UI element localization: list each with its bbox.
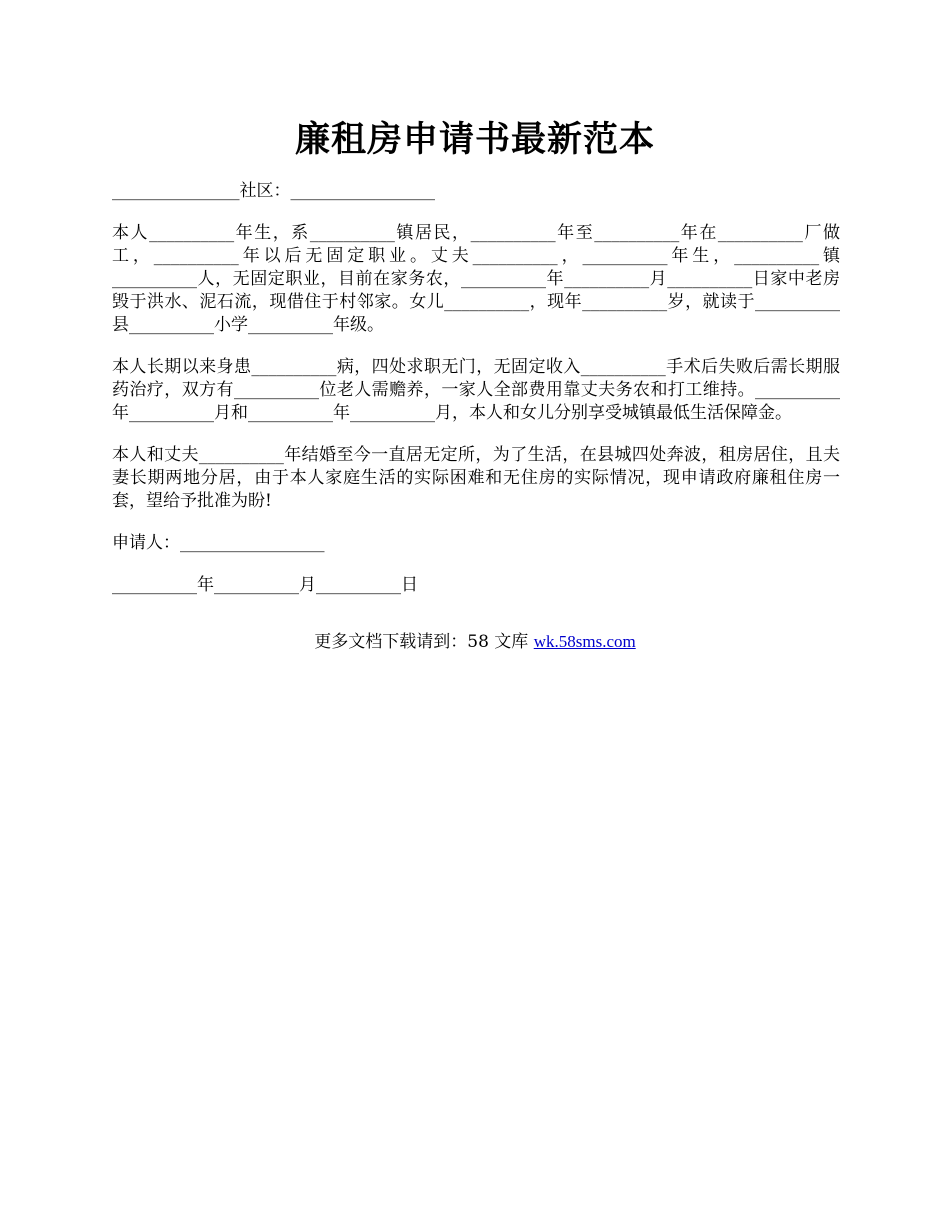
applicant-signature-line: 申请人：_________________ (112, 533, 325, 553)
footer-link[interactable]: wk.58sms.com (533, 632, 636, 651)
community-line: _______________社区：_________________ (112, 181, 435, 201)
footer-text: 更多文档下载请到：58 文库 (314, 632, 534, 652)
document-body (112, 180, 840, 616)
paragraph-housing-request: 本人和丈夫__________年结婚至今一直居无定所，为了生活，在县城四处奔波，租房居住，且夫妻长期两地分居，由于本人家庭生活的实际困难和无住房的实际情况，现申请政府廉租住房一套，望给予批准为盼! (112, 445, 840, 511)
footer (0, 630, 950, 654)
paragraph-health-situation: 本人长期以来身患__________病，四处求职无门，无固定收入__________手术后失败后需长期服药治疗，双方有__________位老人需赡养，一家人全部费用靠丈夫务农和打工维持。__________年__________月和__________年__________月，本人和女儿分别享受城镇最低生活保障金。 (112, 357, 840, 423)
paragraph-personal-info: 本人__________年生，系__________镇居民，__________年至__________年在__________厂做工，__________年以后无固定职业。丈夫__________，__________年生，__________镇__________人，无固定职业，目前在家务农，__________年__________月__________日家中老房毁于洪水、泥石流，现借住于村邻家。女儿__________，现年__________岁，就读于__________县__________小学__________年级。 (112, 223, 840, 335)
document-title: 廉租房申请书最新范本 (294, 119, 655, 160)
date-line: __________年__________月__________日 (112, 575, 418, 595)
